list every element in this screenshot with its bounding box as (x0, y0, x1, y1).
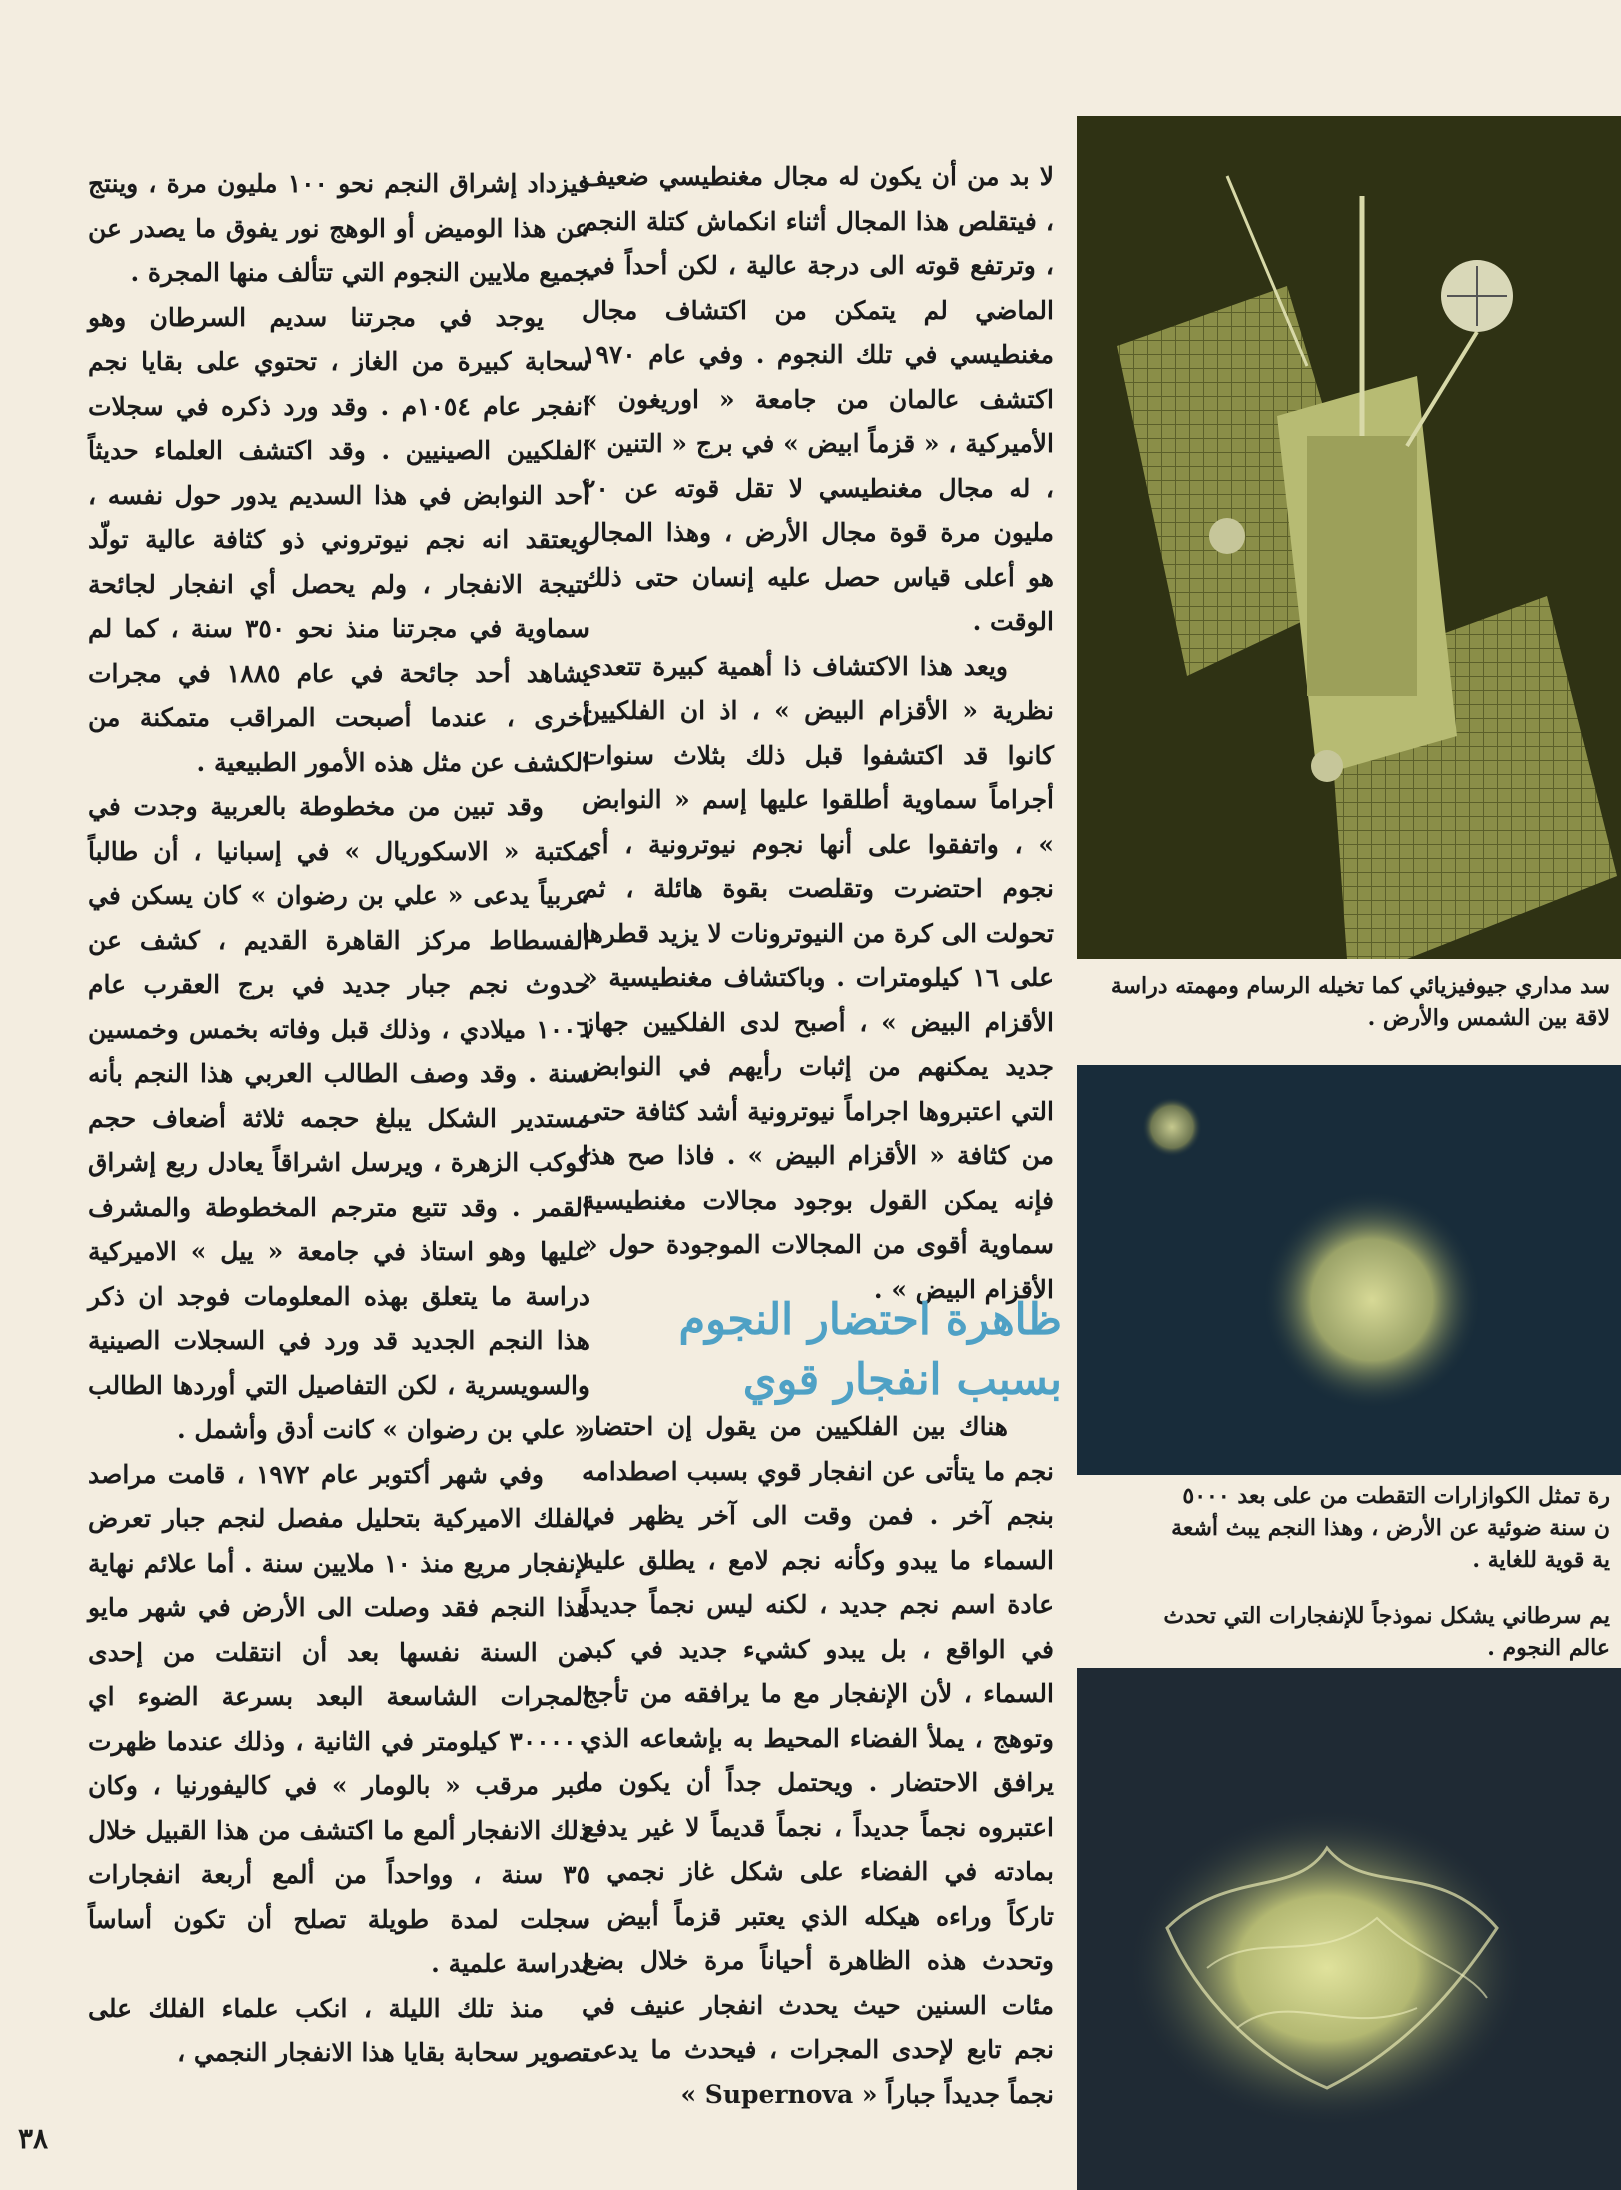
photo-caption-2 (1080, 1480, 1610, 1576)
caption-line: رة تمثل الكوازارات التقطت من على بعد ٥٠٠٠ (1182, 1483, 1610, 1509)
paragraph: وفي شهر أكتوبر عام ١٩٧٢ ، قامت مراصد الفلك الاميركية بتحليل مفصل لنجم جبار تعرض لإنفجار مريع منذ ١٠ ملايين سنة . أما علائم نهاية هذا النجم فقد وصلت الى الأرض في شهر مايو من السنة نفسها بعد أن انتقلت من إحدى المجرات الشاسعة البعد بسرعة الضوء اي ٣٠٠٠٠٠ كيلومتر في الثانية ، وذلك عندما ظهرت عبر مرقب « بالومار » في كاليفورنيا ، وكان ذلك الانفجار ألمع ما اكتشف من هذا القبيل خلال ٣٥ سنة ، وواحداً من ألمع أربعة انفجارات سجلت لمدة طويلة تصلح أن تكون أساساً لدراسة علمية . (88, 1459, 590, 1978)
caption-line: سد مداري جيوفيزيائي كما تخيله الرسام ومهمته دراسة (1110, 973, 1610, 999)
satellite-photo (1077, 116, 1621, 959)
photo-caption-1 (1080, 970, 1610, 1034)
article-column-left (88, 162, 590, 2076)
paragraph: لا بد من أن يكون له مجال مغنطيسي ضعيف ، فيتقلص هذا المجال أثناء انكماش كتلة النجم ، وترتفع قوته الى درجة عالية ، لكن أحداً في الماضي لم يتمكن من اكتشاف مجال مغنطيسي في تلك النجوم . وفي عام ١٩٧٠ اكتشف عالمان من جامعة « اوريغون » الأميركية ، « قزماً ابيض » في برج « التنين » ، له مجال مغنطيسي لا تقل قوته عن ٢٠ مليون مرة قوة مجال الأرض ، وهذا المجال هو أعلى قياس حصل عليه إنسان حتى ذلك الوقت . (582, 162, 1054, 636)
paragraph: وقد تبين من مخطوطة بالعربية وجدت في مكتبة « الاسكوريال » في إسبانيا ، أن طالباً عربياً يدعى « علي بن رضوان » كان يسكن في الفسطاط مركز القاهرة القديم ، كشف عن حدوث نجم جبار جديد في برج العقرب عام ١٠٠٦ ميلادي ، وذلك قبل وفاته بخمس وخمسين سنة . وقد وصف الطالب العربي هذا النجم بأنه مستدير الشكل يبلغ حجمه ثلاثة أضعاف حجم كوكب الزهرة ، ويرسل اشراقاً يعادل ربع إشراق القمر . وقد تتبع مترجم المخطوطة والمشرف عليها وهو استاذ في جامعة « ييل » الاميركية دراسة ما يتعلق بهذه المعلومات فوجد ان ذكر هذا النجم الجديد قد ورد في السجلات الصينية والسويسرية ، لكن التفاصيل التي أوردها الطالب « علي بن رضوان » كانت أدق وأشمل . (88, 792, 590, 1444)
caption-line: يم سرطاني يشكل نموذجاً للإنفجارات التي تحدث (1163, 1603, 1610, 1629)
paragraph: منذ تلك الليلة ، انكب علماء الفلك على تصوير سحابة بقايا هذا الانفجار النجمي ، (88, 1993, 590, 2067)
crab-nebula-photo (1077, 1668, 1621, 2190)
caption-line: عالم النجوم . (1487, 1635, 1610, 1661)
caption-line: ن سنة ضوئية عن الأرض ، وهذا النجم يبث أشعة (1171, 1515, 1610, 1541)
caption-line: لاقة بين الشمس والأرض . (1367, 1005, 1610, 1031)
article-column-middle-lower (582, 1405, 1054, 2117)
paragraph: فيزداد إشراق النجم نحو ١٠٠ مليون مرة ، وينتج عن هذا الوميض أو الوهج نور يفوق ما يصدر عن جميع ملايين النجوم التي تتألف منها المجرة . (88, 169, 590, 287)
quasar-photo (1077, 1065, 1621, 1475)
caption-line: ية قوية للغاية . (1472, 1547, 1610, 1573)
article-column-middle (582, 155, 1054, 1312)
paragraph: يوجد في مجرتنا سديم السرطان وهو سحابة كبيرة من الغاز ، تحتوي على بقايا نجم انفجر عام ١٠٥٤م . وقد ورد ذكره في سجلات الفلكيين الصينيين . وقد اكتشف العلماء حديثاً أحد النوابض في هذا السديم يدور حول نفسه ، ويعتقد انه نجم نيوتروني ذو كثافة عالية تولّد نتيجة الانفجار ، ولم يحصل أي انفجار لجائحة سماوية في مجرتنا منذ نحو ٣٥٠ سنة ، كما لم يشاهد أحد جائحة في عام ١٨٨٥ في مجرات أخرى ، عندما أصبحت المراقب متمكنة من الكشف عن مثل هذه الأمور الطبيعية . (88, 302, 590, 777)
paragraph: هناك بين الفلكيين من يقول إن احتضار نجم ما يتأتى عن انفجار قوي بسبب اصطدامه بنجم آخر . فمن وقت الى آخر يظهر في السماء ما يبدو وكأنه نجم لامع ، يطلق عليه عادة اسم نجم جديد ، لكنه ليس نجماً جديداً في الواقع ، بل يبدو كشيء جديد في كبد السماء ، لأن الإنفجار مع ما يرافقه من تأجج وتوهج ، يملأ الفضاء المحيط به بإشعاعه الذي يرافق الاحتضار . ويحتمل جداً أن يكون ما اعتبروه نجماً جديداً ، نجماً قديماً لا غير يدفع بمادته في الفضاء على شكل غاز نجمي ، تاركاً وراءه هيكله الذي يعتبر قزماً أبيض . وتحدث هذه الظاهرة أحياناً مرة خلال بضع مئات السنين حيث يحدث انفجار عنيف في نجم تابع لإحدى المجرات ، فيحدث ما يدعى نجماً جديداً جباراً « Supernova » (582, 1412, 1054, 2109)
paragraph: ويعد هذا الاكتشاف ذا أهمية كبيرة تتعدى نظرية « الأقزام البيض » ، اذ ان الفلكيين كانوا قد اكتشفوا قبل ذلك بثلاث سنوات أجراماً سماوية أطلقوا عليها إسم « النوابض » ، واتفقوا على أنها نجوم نيوترونية ، أي نجوم احتضرت وتقلصت بقوة هائلة ، ثم تحولت الى كرة من النيوترونات لا يزيد قطرها على ١٦ كيلومترات . وباكتشاف مغنطيسية « الأقزام البيض » ، أصبح لدى الفلكيين جهاز جديد يمكنهم من إثبات رأيهم في النوابض التي اعتبروها اجراماً نيوترونية أشد كثافة حتى من كثافة « الأقزام البيض » . فاذا صح هذا فإنه يمكن القول بوجود مجالات مغنطيسية سماوية أقوى من المجالات الموجودة حول « الأقزام البيض » . (582, 651, 1055, 1304)
page-number: ٣٨ (18, 2122, 49, 2155)
section-heading: ظاهرة احتضار النجوم بسبب انفجار قوي (678, 1295, 1062, 1405)
photo-caption-3 (1080, 1600, 1610, 1664)
